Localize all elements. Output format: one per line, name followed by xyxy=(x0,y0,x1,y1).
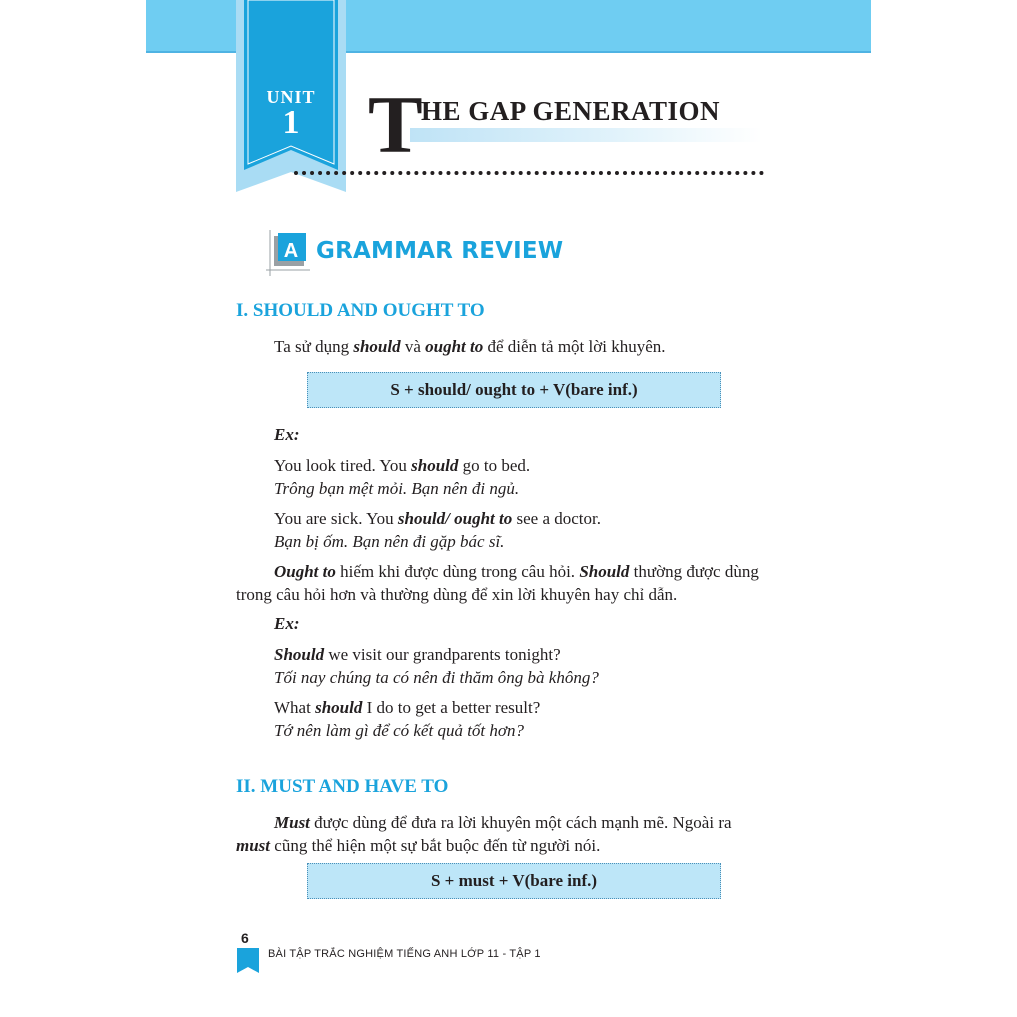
text: What xyxy=(274,698,316,717)
keyword: Should xyxy=(274,645,325,664)
example-2 xyxy=(274,507,601,553)
text: I do to get a better result? xyxy=(362,698,541,717)
translation: Trông bạn mệt mỏi. Bạn nên đi ngủ. xyxy=(274,479,520,498)
example-1 xyxy=(274,454,530,500)
text: You are sick. You xyxy=(274,509,398,528)
unit-label: UNIT xyxy=(266,87,316,107)
section-heading-must: II. MUST AND HAVE TO xyxy=(236,776,449,797)
translation: Tớ nên làm gì để có kết quả tốt hơn? xyxy=(274,721,524,740)
keyword: must xyxy=(236,836,271,855)
title-initial: T xyxy=(368,79,423,170)
section-title: GRAMMAR REVIEW xyxy=(316,238,564,264)
text: cũng thể hiện một sự bắt buộc đến từ người nói. xyxy=(270,836,601,855)
translation: Bạn bị ốm. Bạn nên đi gặp bác sĩ. xyxy=(274,532,505,551)
note-line-1 xyxy=(274,560,794,583)
formula-box-should: S + should/ ought to + V(bare inf.) xyxy=(307,372,721,408)
formula-box-must: S + must + V(bare inf.) xyxy=(307,863,721,899)
keyword: Must xyxy=(274,813,310,832)
text: được dùng để đưa ra lời khuyên một cách mạnh mẽ. Ngoài ra xyxy=(309,813,732,832)
example-label: Ex: xyxy=(274,614,300,633)
text: thường được dùng xyxy=(629,562,759,581)
text: You look tired. You xyxy=(274,456,412,475)
unit-number: 1 xyxy=(282,104,300,141)
section-letter: A xyxy=(283,240,299,262)
must-line-1 xyxy=(274,811,792,834)
keyword: Should xyxy=(579,562,630,581)
keyword: should/ ought to xyxy=(397,509,513,528)
keyword: should xyxy=(315,698,363,717)
title-underline-shade xyxy=(410,128,762,142)
must-line-2 xyxy=(236,834,600,857)
section-heading-should: I. SHOULD AND OUGHT TO xyxy=(236,300,485,321)
page-title: HE GAP GENERATION xyxy=(421,96,721,126)
footer-book-title: BÀI TẬP TRẮC NGHIỆM TIẾNG ANH LỚP 11 - TẬP 1 xyxy=(268,948,541,960)
title-dotted-rule xyxy=(294,171,764,175)
text: go to bed. xyxy=(458,456,531,475)
example-4 xyxy=(274,696,540,742)
note-line-2: trong câu hỏi hơn và thường dùng để xin lời khuyên hay chỉ dẫn. xyxy=(236,585,678,604)
text: we visit our grandparents tonight? xyxy=(324,645,561,664)
bookmark-icon xyxy=(237,948,261,974)
keyword: ought to xyxy=(425,337,484,356)
text: see a doctor. xyxy=(512,509,601,528)
example-3 xyxy=(274,643,599,689)
keyword: Ought to xyxy=(274,562,336,581)
text: để diễn tả một lời khuyên. xyxy=(483,337,666,356)
keyword: should xyxy=(411,456,459,475)
intro-paragraph xyxy=(274,335,666,358)
page-number: 6 xyxy=(241,930,249,946)
example-label: Ex: xyxy=(274,425,300,444)
translation: Tối nay chúng ta có nên đi thăm ông bà không? xyxy=(274,668,599,687)
text: và xyxy=(400,337,426,356)
text: hiếm khi được dùng trong câu hỏi. xyxy=(335,562,580,581)
text: Ta sử dụng xyxy=(274,337,354,356)
keyword: should xyxy=(353,337,401,356)
